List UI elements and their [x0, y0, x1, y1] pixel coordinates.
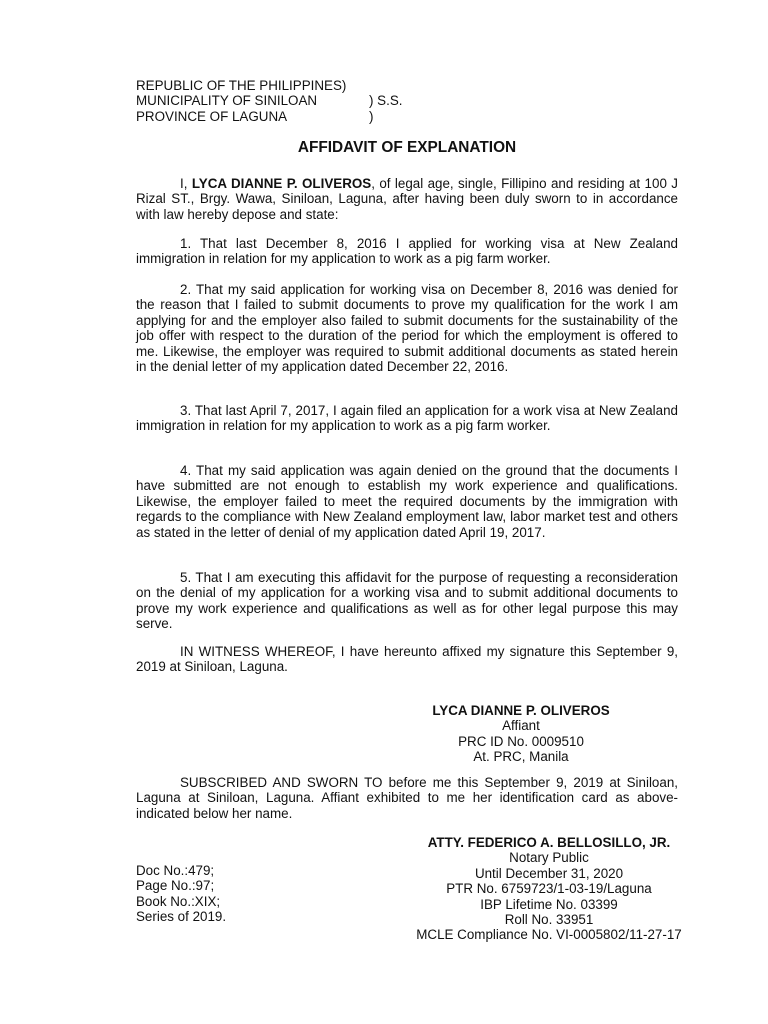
document-title: AFFIDAVIT OF EXPLANATION	[297, 139, 517, 156]
page-number: Page No.:97;	[136, 878, 215, 894]
notary-title: Notary Public	[509, 850, 589, 866]
venue-line-province: PROVINCE OF LAGUNA )	[136, 108, 374, 124]
notary-name: ATTY. FEDERICO A. BELLOSILLO, JR.	[427, 835, 671, 850]
doc-number: Doc No.:479;	[136, 863, 215, 878]
notary-ptr: PTR No. 6759723/1-03-19/Laguna	[446, 881, 652, 897]
notary-block	[384, 835, 714, 943]
paragraph-5: 5. That I am executing this affidavit for the purpose of requesting a reconsideration on the denial of my application for a working visa and to submit additional documents to prove my work experience and qualifications as well as for other legal purpose this may serve.	[136, 570, 678, 632]
notary-roll: Roll No. 33951	[504, 912, 594, 928]
notary-mcle: MCLE Compliance No. VI-0005802/11-27-17	[416, 927, 682, 943]
affiant-signature-block	[416, 703, 626, 765]
affiant-prc-place: At. PRC, Manila	[473, 749, 569, 765]
notarial-register-block	[136, 863, 336, 925]
venue-line-municipality: MUNICIPALITY OF SINILOAN ) S.S.	[136, 93, 403, 109]
affiant-name: LYCA DIANNE P. OLIVEROS	[432, 703, 610, 718]
paragraph-3: 3. That last April 7, 2017, I again filed an application for a work visa at New Zealand immigration in relation for my application to work as a pig farm worker.	[136, 403, 678, 434]
witness-paragraph: IN WITNESS WHEREOF, I have hereunto affixed my signature this September 9, 2019 at Siniloan, Laguna.	[136, 644, 678, 675]
venue-line-republic: REPUBLIC OF THE PHILIPPINES)	[136, 78, 347, 93]
series-year: Series of 2019.	[136, 909, 227, 925]
notary-ibp: IBP Lifetime No. 03399	[480, 896, 618, 912]
paragraph-1: 1. That last December 8, 2016 I applied for working visa at New Zealand immigration in relation for my application to work as a pig farm worker.	[136, 236, 678, 267]
affiant-prc-id: PRC ID No. 0009510	[458, 733, 584, 749]
affiant-role: Affiant	[502, 718, 540, 734]
venue-block	[136, 78, 678, 124]
paragraph-2: 2. That my said application for working visa on December 8, 2016 was denied for the reason that I failed to submit documents to prove my qualification for the work I am applying for and the employer also failed to submit documents for the sustainability of the job offer with respect to the duration of the period for which the employment is offered to me. Likewise, the employer was required to submit additional documents as stated herein in the denial letter of my application dated December 22, 2016.	[136, 282, 678, 375]
paragraph-4: 4. That my said application was again denied on the ground that the documents I have submitted are not enough to establish my work experience and qualifications. Likewise, the employer failed to meet the required documents by the immigration with regards to the compliance with New Zealand employment law, labor market test and others as stated in the letter of denial of my application dated April 19, 2017.	[136, 463, 678, 540]
notary-commission: Until December 31, 2020	[474, 865, 624, 881]
jurat-paragraph: SUBSCRIBED AND SWORN TO before me this September 9, 2019 at Siniloan, Laguna at Siniloan, Laguna. Affiant exhibited to me her identification card as above-indicated below her name.	[136, 775, 678, 821]
affiant-name-inline: LYCA DIANNE P. OLIVEROS	[191, 176, 372, 191]
intro-paragraph: I, LYCA DIANNE P. OLIVEROS, of legal age, single, Fillipino and residing at 100 J Rizal ST., Brgy. Wawa, Siniloan, Laguna, after having been duly sworn to in accordance with law hereby depose and state:	[136, 176, 678, 222]
book-number: Book No.:XIX;	[136, 893, 221, 909]
